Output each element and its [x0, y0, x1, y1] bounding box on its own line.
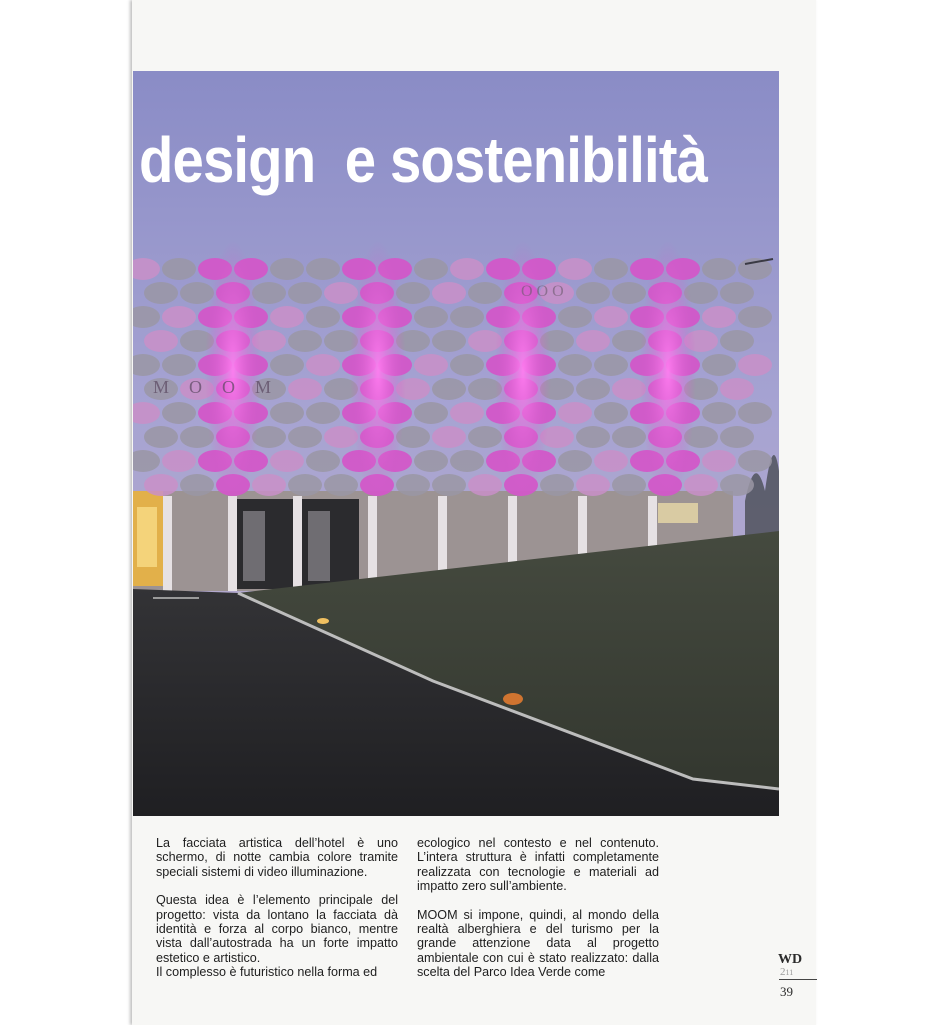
paragraph: ecologico nel contesto e nel contenuto. L’intera struttura è infatti completamente realizzata con tecnologie e materiali ad impatto zero sull’ambiente.: [417, 836, 659, 894]
body-column-left: [156, 836, 398, 980]
paragraph: Questa idea è l’elemento principale del progetto: vista da lontano la facciata dà identità e forza al corpo bianco, mentre vista dall’autostrada ha un forte impatto estetico e artistico.: [156, 893, 398, 965]
footer-rule: [779, 979, 817, 980]
body-column-right: [417, 836, 659, 980]
magazine-logo: WD: [778, 952, 803, 967]
issue-number: [780, 967, 793, 978]
paragraph: MOOM si impone, quindi, al mondo della realtà alberghiera e del turismo per la grande attenzione data al progetto ambientale con cui è stato realizzato: dalla scelta del Parco Idea Verde come: [417, 907, 659, 980]
hotel-facade-photo: [133, 71, 779, 816]
article-headline: design e sostenibilità: [139, 124, 708, 196]
issue-sub: 11: [785, 968, 794, 977]
paragraph: Il complesso è futuristico nella forma ed: [156, 965, 378, 980]
page-number: 39: [780, 984, 793, 999]
issue-main: 2: [780, 966, 786, 978]
facade-sign-text: MOOM: [153, 377, 292, 397]
paragraph: La facciata artistica dell’hotel è uno schermo, di notte cambia colore tramite speciali sistemi di video illuminazione.: [156, 836, 398, 879]
svg-text:O O O: O O O: [521, 283, 564, 300]
